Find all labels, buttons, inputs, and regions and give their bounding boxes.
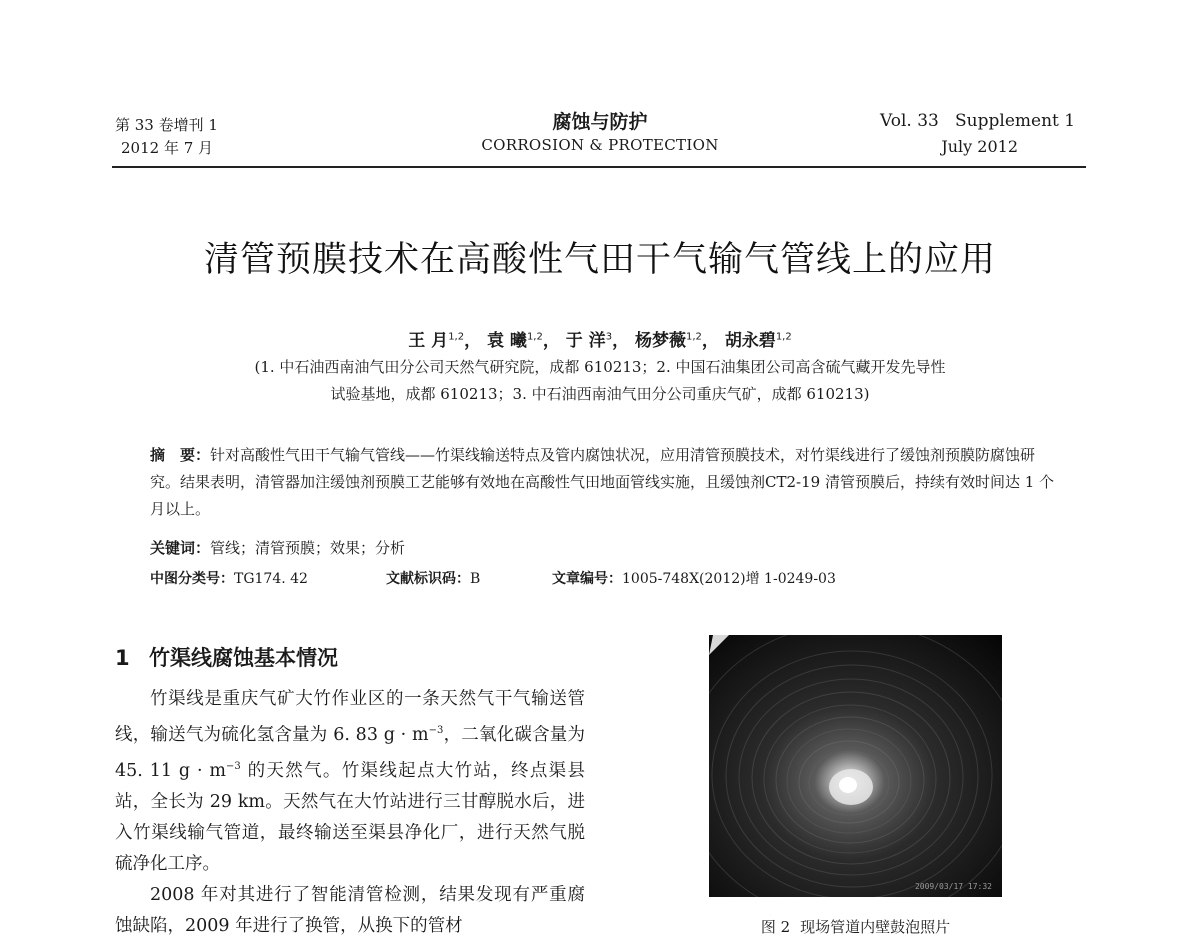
paragraph-text: 竹渠线是重庆气矿大竹作业区的一条天然气干气输送管线，输送气为硫化氢含量为 6. 83 g · m xyxy=(115,689,585,745)
figure-caption-text: 现场管道内壁鼓泡照片 xyxy=(800,918,951,936)
date-en: July 2012 xyxy=(941,137,1018,156)
article-number xyxy=(552,568,836,588)
running-header-left xyxy=(115,114,218,160)
author-name: 于 洋 xyxy=(565,331,606,351)
unit-exponent: −3 xyxy=(428,725,444,736)
keywords-text: 管线；清管预膜；效果；分析 xyxy=(210,539,406,557)
figure-label: 图 2 xyxy=(760,918,791,936)
running-header-right xyxy=(880,108,1076,160)
volume-en: Vol. 33 Supplement 1 xyxy=(880,111,1076,131)
clc-number xyxy=(150,568,308,588)
author-affiliation-mark: 1,2 xyxy=(448,331,465,343)
author-name: 胡永碧 xyxy=(724,331,776,351)
header-rule xyxy=(112,166,1086,168)
author-separator: ， xyxy=(612,331,630,351)
abstract-label: 摘 要： xyxy=(150,446,211,464)
photo-timestamp: 2009/03/17 17:32 xyxy=(914,882,992,891)
abstract xyxy=(150,442,1060,523)
issue-date: 2012 年 7 月 xyxy=(121,139,214,157)
affiliation-line: 试验基地，成都 610213；3. 中石油西南油气田分公司重庆气矿，成都 610213) xyxy=(330,385,870,403)
journal-name-cn: 腐蚀与防护 xyxy=(552,111,648,133)
running-header-center xyxy=(440,110,760,156)
document-code xyxy=(386,568,480,588)
author-list xyxy=(100,326,1100,351)
section-heading xyxy=(115,642,338,672)
paragraph-text: 的天然气。竹渠线起点大竹站，终点渠县站，全长为 29 km。天然气在大竹站进行三甘醇脱水后，进入竹渠线输气管道，最终输送至渠县净化厂，进行天然气脱硫净化工序。 xyxy=(115,760,585,874)
keywords xyxy=(150,537,405,558)
article-no-value: 1005-748X(2012)增 1-0249-03 xyxy=(622,571,836,587)
journal-name-en: CORROSION & PROTECTION xyxy=(481,136,719,154)
author-name: 袁 曦 xyxy=(487,331,527,351)
author-name: 王 月 xyxy=(408,331,449,351)
author-name: 杨梦薇 xyxy=(634,331,686,351)
abstract-text: 针对高酸性气田干气输气管线——竹渠线输送特点及管内腐蚀状况，应用清管预膜技术，对竹渠线进行了缓蚀剂预膜防腐蚀研究。结果表明，清管器加注缓蚀剂预膜工艺能够有效地在高酸性气田地面管线实施，且缓蚀剂CT2-19 清管预膜后，持续有效时间达 1 个月以上。 xyxy=(150,446,1055,518)
author-separator: ， xyxy=(542,331,560,351)
paragraph: 2008 年对其进行了智能清管检测，结果发现有严重腐蚀缺陷，2009 年进行了换管，从换下的管材 xyxy=(115,884,585,936)
doc-code-label: 文献标识码： xyxy=(386,571,470,587)
pipe-interior-photo xyxy=(709,635,1002,897)
affiliations xyxy=(150,354,1050,408)
section-body xyxy=(115,684,585,942)
photo-image xyxy=(709,635,1002,897)
article-title: 清管预膜技术在高酸性气田干气输气管线上的应用 xyxy=(203,240,996,280)
author-affiliation-mark: 1,2 xyxy=(685,331,702,343)
paragraph xyxy=(115,684,585,880)
author-affiliation-mark: 1,2 xyxy=(526,331,543,343)
unit-exponent: −3 xyxy=(225,760,241,772)
section-title: 竹渠线腐蚀基本情况 xyxy=(149,646,338,670)
clc-label: 中图分类号： xyxy=(150,571,234,587)
article-no-label: 文章编号： xyxy=(552,571,622,587)
section-number: 1 xyxy=(115,646,130,670)
author-affiliation-mark: 1,2 xyxy=(775,331,792,343)
author-separator: ， xyxy=(464,331,482,351)
keywords-label: 关键词： xyxy=(150,539,211,557)
figure-caption xyxy=(709,916,1002,937)
clc-value: TG174. 42 xyxy=(234,571,308,587)
affiliation-line: (1. 中石油西南油气田分公司天然气研究院，成都 610213；2. 中国石油集团公司高含硫气藏开发先导性 xyxy=(254,358,946,376)
paragraph-text: ，二氧化碳含量为 45. 11 g · m xyxy=(115,724,586,781)
author-separator: ， xyxy=(701,331,719,351)
author-affiliation-mark: 3 xyxy=(605,331,613,343)
doc-code-value: B xyxy=(470,571,481,587)
issue-label: 第 33 卷增刊 1 xyxy=(115,116,218,134)
